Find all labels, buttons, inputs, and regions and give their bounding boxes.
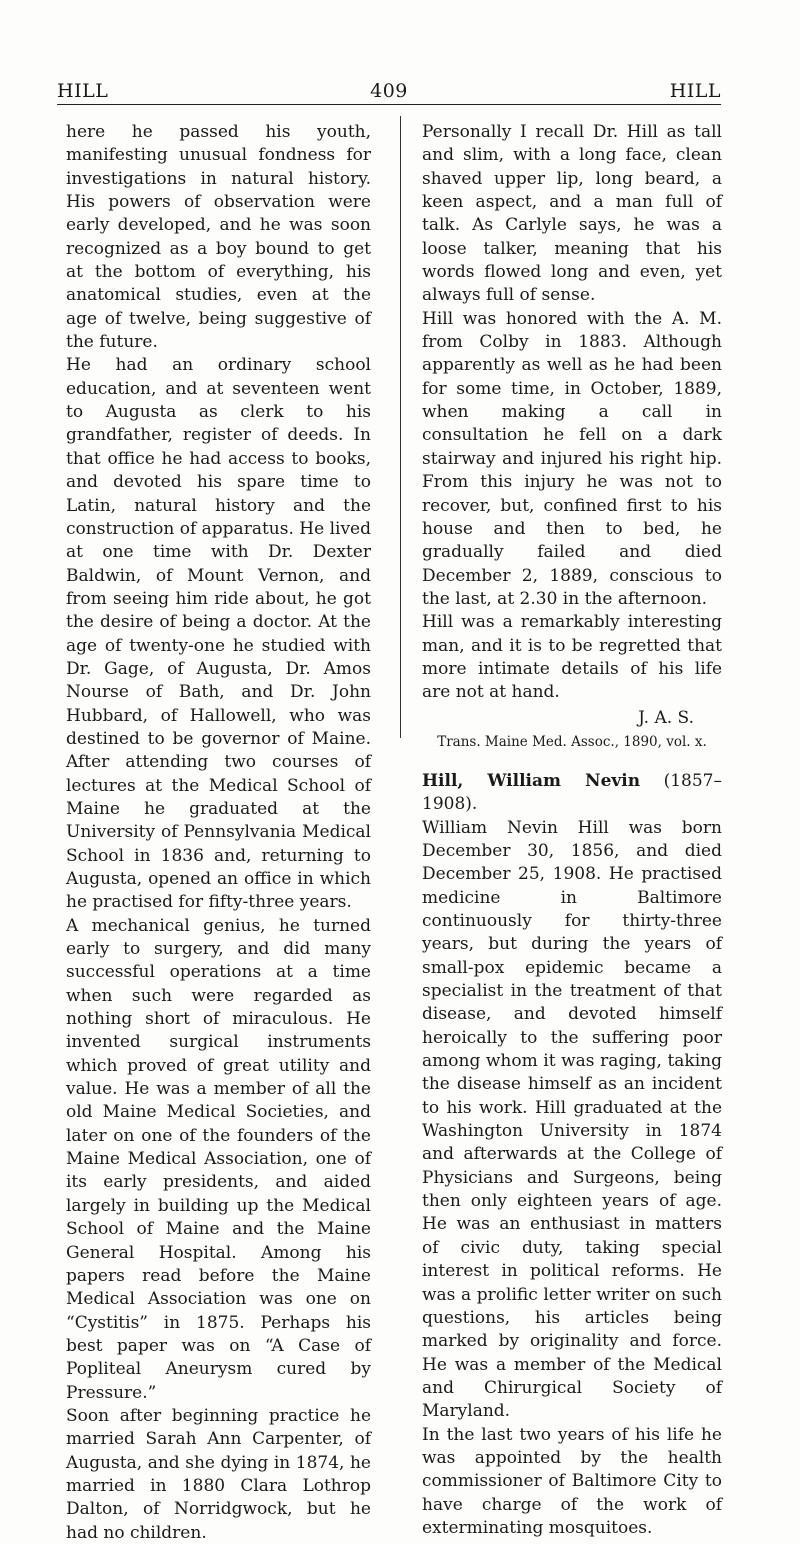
paragraph: here he passed his youth, manifesting unusual fondness for investigations in natural history. His powers of observation were early developed, and he was soon recognized as a boy bound to get at the bottom of everything, his anatomical studies, even at the age of twelve, being suggestive of the future. (66, 122, 371, 353)
paragraph: A mechanical genius, he turned early to surgery, and did many successful operations at a time when such were regarded as nothing short of miraculous. He invented surgical instruments which proved of great utility and value. He was a member of all the old Maine Medical Societies, and later on one of the founders of the Maine Medical Association, one of its early presidents, and aided largely in building up the Medical School of Maine and the Maine General Hospital. Among his papers read before the Maine Medical Association was one on “Cystitis” in 1875. Perhaps his best paper was on “A Case of Popliteal Aneurysm cured by Pressure.” (66, 915, 371, 1403)
page-number: 409 (370, 80, 408, 102)
entry-dates: (1857–1908). (422, 770, 722, 815)
header-right-name: HILL (669, 80, 721, 102)
running-header (57, 80, 721, 102)
right-column (422, 121, 722, 1540)
paragraph: William Nevin Hill was born December 30, 1856, and died December 25, 1908. He practised medicine in Baltimore continuously for thirty-three years, but during the years of small-pox epidemic became a specialist in the treatment of that disease, and devoted himself heroically to the suffering poor among whom it was raging, taking the disease himself as an incident to his work. Hill graduated at the Washington University in 1874 and afterwards at the College of Physicians and Surgeons, being then only eighteen years of age. He was an enthusiast in matters of civic duty, taking special interest in political reforms. He was a prolific letter writer on such questions, his articles being marked by originality and force. He was a member of the Medical and Chirurgical Society of Maryland. (422, 817, 722, 1422)
entry-heading (422, 770, 722, 817)
paragraph: Hill was honored with the A. M. from Colby in 1883. Although apparently as well as he had been for some time, in October, 1889, when making a call in consultation he fell on a dark stairway and injured his right hip. From this injury he was not to recover, but, confined first to his house and then to bed, he gradually failed and died December 2, 1889, conscious to the last, at 2.30 in the afternoon. (422, 308, 722, 609)
header-left-name: HILL (57, 80, 109, 102)
source-citation: Trans. Maine Med. Assoc., 1890, vol. x. (437, 733, 707, 750)
paragraph: Soon after beginning practice he married Sarah Ann Carpenter, of Augusta, and she dying in 1874, he married in 1880 Clara Lothrop Dalton, of Norridgwock, but he had no children. (66, 1405, 371, 1543)
author-signature: J. A. S. (638, 707, 694, 728)
paragraph: In the last two years of his life he was appointed by the health commissioner of Baltimore City to have charge of the work of exterminating mosquitoes. (422, 1424, 722, 1538)
entry-title: Hill, William Nevin (422, 770, 641, 791)
paragraph: Hill was a remarkably interesting man, and it is to be regretted that more intimate details of his life are not at hand. (422, 612, 722, 703)
header-rule (57, 104, 721, 105)
paragraph: He had an ordinary school education, and at seventeen went to Augusta as clerk to his grandfather, register of deeds. In that office he had access to books, and devoted his spare time to Latin, natural history and the construction of apparatus. He lived at one time with Dr. Dexter Baldwin, of Mount Vernon, and from seeing him ride about, he got the desire of being a doctor. At the age of twenty-one he studied with Dr. Gage, of Augusta, Dr. Amos Nourse of Bath, and Dr. John Hubbard, of Hallowell, who was destined to be governor of Maine. After attending two courses of lectures at the Medical School of Maine he graduated at the University of Pennsylvania Medical School in 1836 and, returning to Augusta, opened an office in which he practised for fifty-three years. (66, 355, 371, 913)
column-divider (400, 116, 401, 738)
left-column (66, 121, 371, 1545)
paragraph: Personally I recall Dr. Hill as tall and slim, with a long face, clean shaved upper lip, long beard, a keen aspect, and a man full of talk. As Carlyle says, he was a loose talker, meaning that his words flowed long and even, yet always full of sense. (422, 122, 722, 306)
